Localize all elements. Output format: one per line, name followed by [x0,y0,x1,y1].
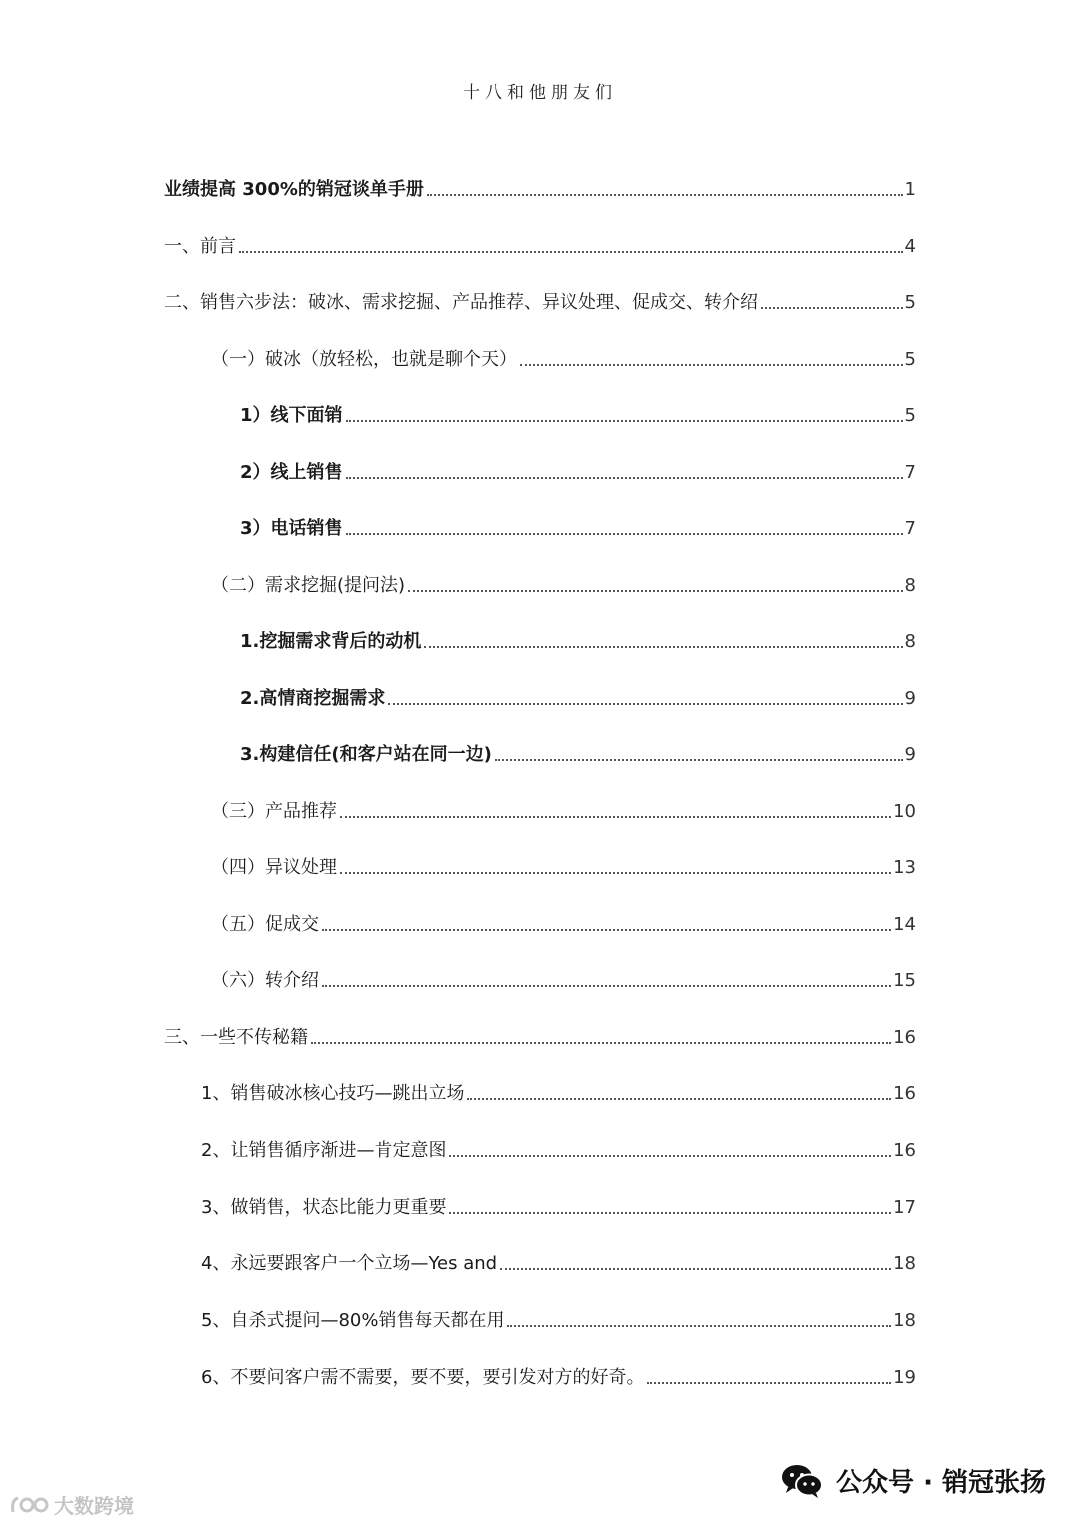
toc-entry-label: 2）线上销售 [240,462,343,483]
toc-entry[interactable] [201,1303,916,1333]
toc-page-number: 17 [893,1197,916,1218]
watermark-label: 大数跨境 [54,1494,134,1518]
toc-page-number: 18 [893,1253,916,1274]
toc-entry-label: 一、前言 [164,236,236,257]
toc-entry-label: 3）电话销售 [240,518,343,539]
toc-entry-label: 1、销售破冰核心技巧—跳出立场 [201,1083,465,1104]
toc-entry[interactable] [240,511,916,541]
toc-dot-leader [346,477,903,479]
toc-dot-leader [449,1155,891,1157]
toc-entry-label: （一）破冰（放轻松，也就是聊个天） [211,349,517,370]
toc-entry-label: 1.挖掘需求背后的动机 [240,631,422,652]
toc-dot-leader [761,307,903,309]
toc-dot-leader [507,1325,891,1327]
toc-entry-label: 二、销售六步法：破冰、需求挖掘、产品推荐、异议处理、促成交、转介绍 [164,292,758,313]
toc-dot-leader [408,590,903,592]
toc-dot-leader [346,533,903,535]
toc-entry[interactable] [201,1360,916,1390]
toc-dot-leader [647,1382,891,1384]
toc-entry-label: 业绩提高 300%的销冠谈单手册 [164,179,424,200]
toc-entry-label: 5、自杀式提问—80%销售每天都在用 [201,1310,505,1331]
toc-page-number: 15 [893,970,916,991]
toc-page-number: 7 [904,518,916,539]
toc-entry[interactable] [201,1133,916,1163]
toc-page-number: 4 [904,236,916,257]
toc-entry[interactable] [211,342,916,372]
toc-page-number: 16 [893,1027,916,1048]
footer-account-credit [780,1462,1046,1499]
wechat-icon [780,1463,824,1499]
footer-label: 公众号 · 销冠张扬 [836,1468,1046,1498]
toc-dot-leader [495,759,903,761]
toc-entry[interactable] [164,229,916,259]
toc-entry[interactable] [211,850,916,880]
toc-dot-leader [340,872,891,874]
toc-entry[interactable] [211,568,916,598]
toc-dot-leader [424,646,902,648]
toc-page-number: 14 [893,914,916,935]
toc-entry[interactable] [211,794,916,824]
toc-entry[interactable] [240,455,916,485]
toc-page-number: 16 [893,1083,916,1104]
watermark-logo-icon [10,1494,50,1516]
toc-entry[interactable] [201,1246,916,1276]
toc-entry-label: 4、永远要跟客户一个立场—Yes and [201,1253,498,1274]
toc-entry-label: 三、一些不传秘籍 [164,1027,308,1048]
toc-entry[interactable] [240,737,916,767]
toc-entry[interactable] [201,1190,916,1220]
toc-entry[interactable] [164,1020,916,1050]
toc-entry-label: （三）产品推荐 [211,801,337,822]
toc-entry-label: 3、做销售，状态比能力更重要 [201,1197,447,1218]
toc-dot-leader [388,703,902,705]
toc-entry[interactable] [201,1076,916,1106]
toc-dot-leader [311,1042,891,1044]
toc-entry[interactable] [211,907,916,937]
toc-page-number: 9 [904,688,916,709]
toc-entry-label: 3.构建信任(和客户站在同一边) [240,744,492,765]
toc-dot-leader [346,420,903,422]
toc-page-number: 5 [904,405,916,426]
toc-page-number: 5 [904,349,916,370]
toc-dot-leader [239,251,903,253]
toc-dot-leader [340,816,891,818]
toc-dot-leader [449,1212,891,1214]
toc-entry-label: （五）促成交 [211,914,319,935]
toc-entry[interactable] [240,398,916,428]
toc-page-number: 13 [893,857,916,878]
toc-entry-label: （二）需求挖掘(提问法) [211,575,406,596]
toc-dot-leader [520,364,903,366]
toc-page-number: 7 [904,462,916,483]
toc-entry-label: 2.高情商挖掘需求 [240,688,386,709]
toc-entry[interactable] [240,624,916,654]
toc-page-number: 9 [904,744,916,765]
toc-entry-label: 6、不要问客户需不需要，要不要，要引发对方的好奇。 [201,1367,645,1388]
toc-page-number: 10 [893,801,916,822]
toc-entry[interactable] [240,681,916,711]
toc-page-number: 16 [893,1140,916,1161]
toc-page-number: 8 [904,575,916,596]
toc-page-number: 5 [904,292,916,313]
watermark [10,1490,134,1519]
toc-dot-leader [500,1268,891,1270]
toc-page-number: 1 [904,179,916,200]
toc-dot-leader [322,985,891,987]
toc-entry[interactable] [164,172,916,202]
toc-dot-leader [467,1098,891,1100]
page-header-title: 十八和他朋友们 [463,83,617,103]
toc-page-number: 18 [893,1310,916,1331]
toc-entry-label: 1）线下面销 [240,405,343,426]
toc-entry[interactable] [211,963,916,993]
toc-page-number: 19 [893,1367,916,1388]
toc-entry[interactable] [164,285,916,315]
toc-entry-label: 2、让销售循序渐进—肯定意图 [201,1140,447,1161]
toc-page-number: 8 [904,631,916,652]
toc-entry-label: （六）转介绍 [211,970,319,991]
toc-entry-label: （四）异议处理 [211,857,337,878]
toc-dot-leader [427,194,903,196]
toc-dot-leader [322,929,891,931]
